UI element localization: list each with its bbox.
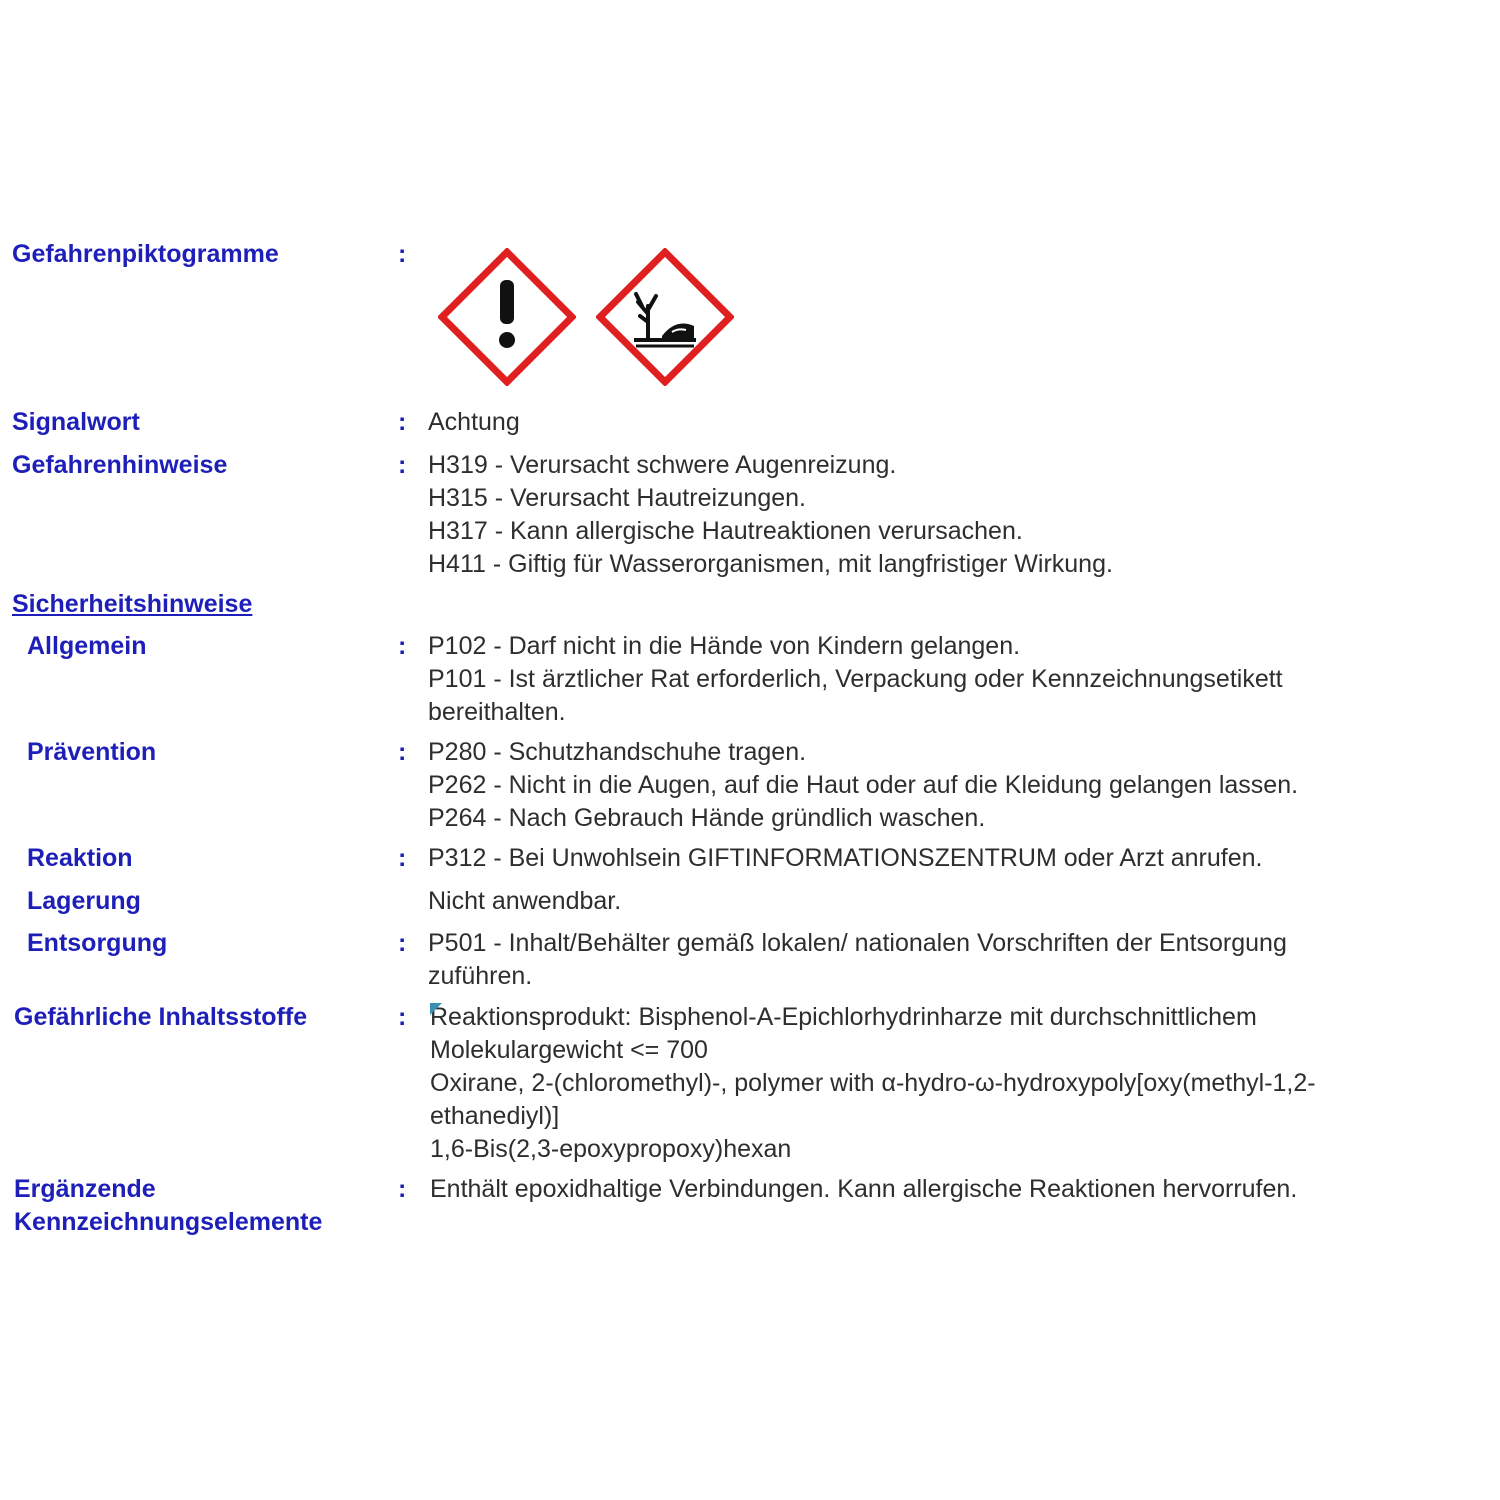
hazardous-ingredients-list (430, 1001, 1440, 1166)
precaution-statement: P262 - Nicht in die Augen, auf die Haut oder auf die Kleidung gelangen lassen. (428, 771, 1299, 799)
colon-supplementary-elements: : (398, 1175, 407, 1203)
value-storage: Nicht anwendbar. (428, 887, 622, 915)
ingredient-line: Molekulargewicht <= 700 (430, 1036, 708, 1064)
precaution-statement: P264 - Nach Gebrauch Hände gründlich waschen. (428, 804, 986, 832)
precaution-statement: bereithalten. (428, 698, 566, 726)
exclamation-mark-pictogram-icon (438, 248, 576, 386)
colon-pictograms: : (398, 240, 407, 268)
hazard-statement: H317 - Kann allergische Hautreaktionen verursachen. (428, 517, 1023, 545)
precaution-statement: zuführen. (428, 962, 533, 990)
label-reaction: Reaktion (27, 844, 133, 872)
precaution-statement: P312 - Bei Unwohlsein GIFTINFORMATIONSZENTRUM oder Arzt anrufen. (428, 844, 1263, 872)
label-supplementary-elements: Ergänzende Kennzeichnungselemente (14, 1175, 323, 1236)
colon-disposal: : (398, 929, 407, 957)
hazard-statements-list (428, 449, 1438, 581)
reaction-statements-list (428, 842, 1438, 875)
label-general: Allgemein (27, 632, 147, 660)
label-signalword: Signalwort (12, 408, 140, 436)
precaution-statement: P101 - Ist ärztlicher Rat erforderlich, Verpackung oder Kennzeichnungsetikett (428, 665, 1283, 693)
colon-hazard-statements: : (398, 451, 407, 479)
colon-hazardous-ingredients: : (398, 1003, 407, 1031)
colon-general: : (398, 632, 407, 660)
colon-reaction: : (398, 844, 407, 872)
label-disposal: Entsorgung (27, 929, 168, 957)
label-hazardous-ingredients: Gefährliche Inhaltsstoffe (14, 1003, 308, 1031)
ingredient-line: Reaktionsprodukt: Bisphenol-A-Epichlorhydrinharze mit durchschnittlichem (430, 1003, 1257, 1031)
label-pictograms: Gefahrenpiktogramme (12, 240, 279, 268)
label-hazard-statements: Gefahrenhinweise (12, 451, 228, 479)
value-signalword: Achtung (428, 408, 520, 436)
ingredient-line: ethanediyl)] (430, 1102, 560, 1130)
precaution-statement: P102 - Darf nicht in die Hände von Kindern gelangen. (428, 632, 1021, 660)
label-precautionary-statements: Sicherheitshinweise (12, 590, 253, 618)
ingredient-line: 1,6-Bis(2,3-epoxypropoxy)hexan (430, 1135, 792, 1163)
colon-prevention: : (398, 738, 407, 766)
ingredient-line: Oxirane, 2-(chloromethyl)-, polymer with α-hydro-ω-hydroxypoly[oxy(methyl-1,2- (430, 1069, 1316, 1097)
precaution-statement: P501 - Inhalt/Behälter gemäß lokalen/ nationalen Vorschriften der Entsorgung (428, 929, 1287, 957)
text-cursor-marker (430, 1003, 442, 1015)
value-supplementary-elements: Enthält epoxidhaltige Verbindungen. Kann allergische Reaktionen hervorrufen. (430, 1175, 1298, 1203)
label-prevention: Prävention (27, 738, 157, 766)
colon-signalword: : (398, 408, 407, 436)
environment-hazard-pictogram-icon (596, 248, 734, 386)
prevention-statements-list (428, 736, 1438, 835)
hazard-statement: H411 - Giftig für Wasserorganismen, mit langfristiger Wirkung. (428, 550, 1113, 578)
disposal-statements-list (428, 927, 1438, 993)
label-storage: Lagerung (27, 887, 141, 915)
precaution-statement: P280 - Schutzhandschuhe tragen. (428, 738, 807, 766)
hazard-statement: H319 - Verursacht schwere Augenreizung. (428, 451, 897, 479)
general-statements-list (428, 630, 1438, 729)
hazard-statement: H315 - Verursacht Hautreizungen. (428, 484, 806, 512)
